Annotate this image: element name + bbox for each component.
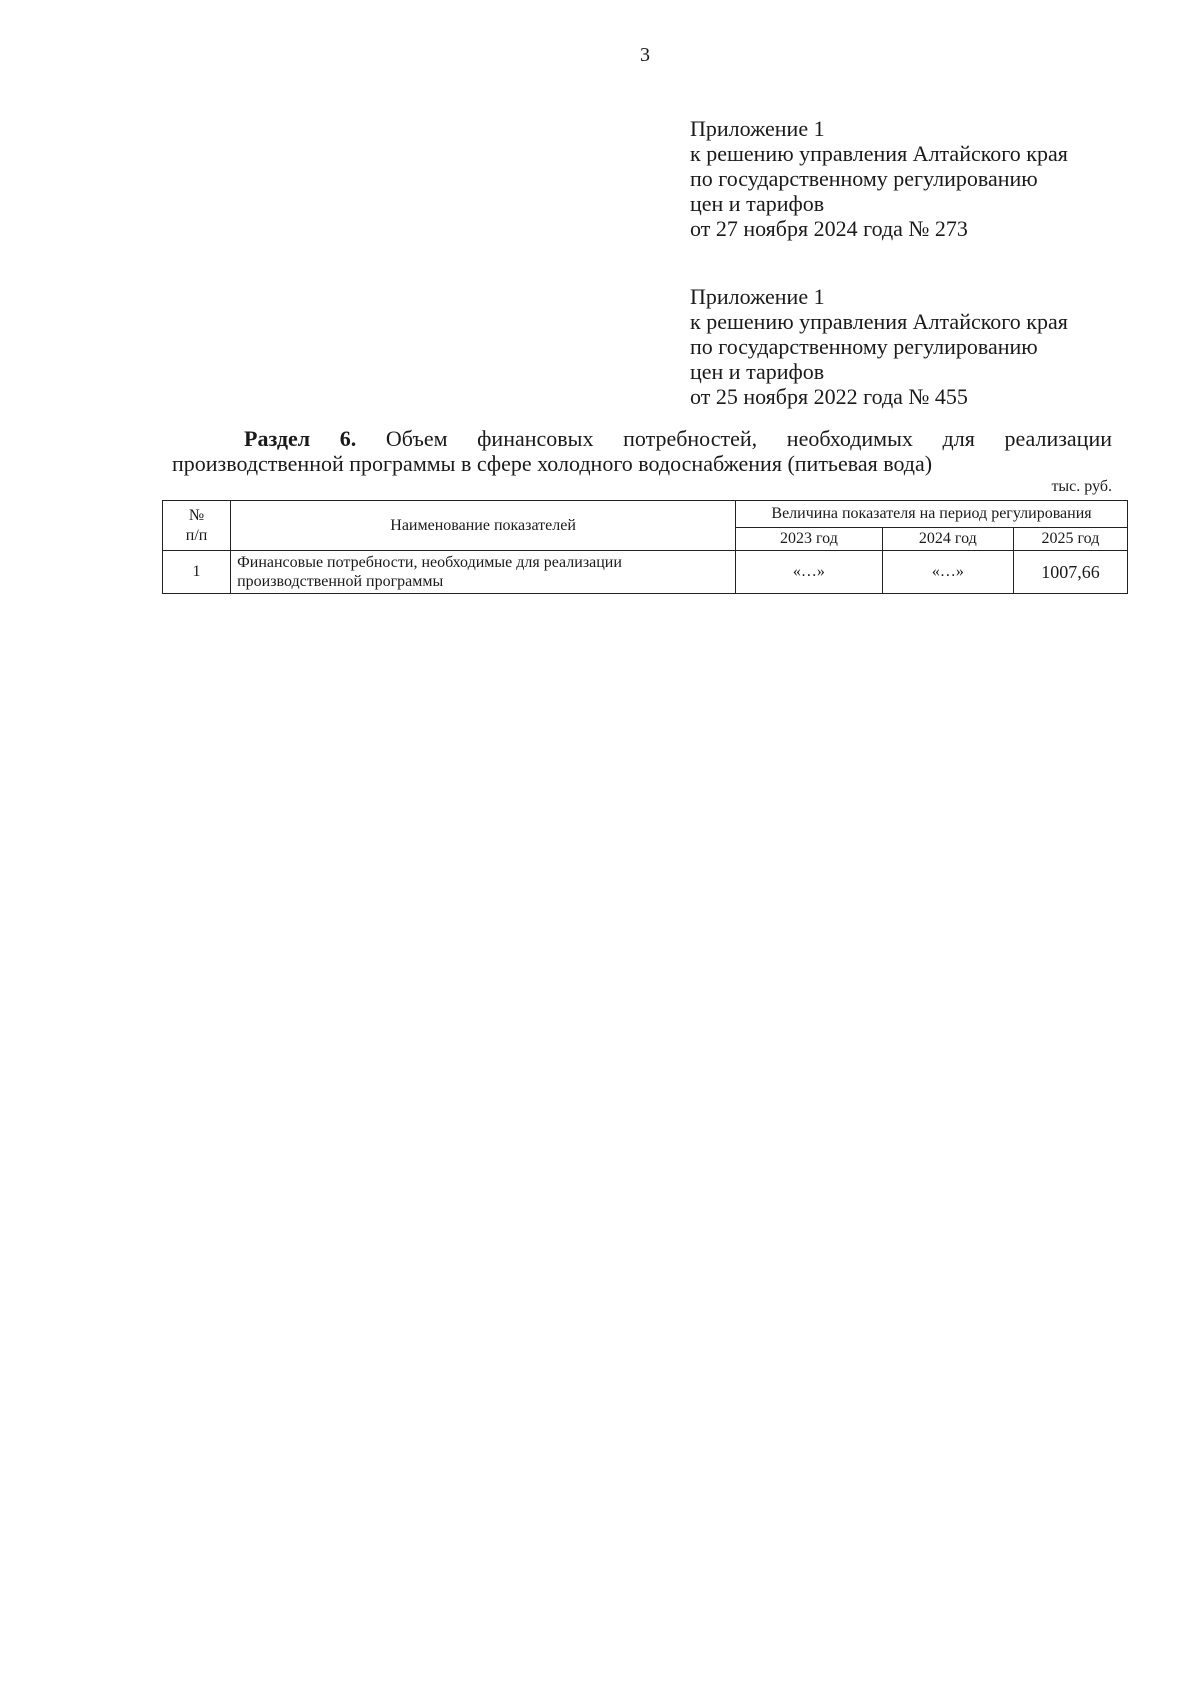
section-heading <box>172 426 1112 476</box>
row-name: Финансовые потребности, необходимые для реализации производственной программы <box>231 551 736 594</box>
header-number <box>163 501 231 551</box>
appendix-line: к решению управления Алтайского края <box>690 141 1068 166</box>
appendix-line: по государственному регулированию <box>690 334 1038 359</box>
appendix-date: от 27 ноября 2024 года № 273 <box>690 216 968 241</box>
section-title-part2: производственной программы в сфере холодного водоснабжения (питьевая вода) <box>172 451 933 476</box>
appendix-title: Приложение 1 <box>690 284 825 309</box>
appendix-block-current <box>690 116 1170 241</box>
appendix-line: цен и тарифов <box>690 359 825 384</box>
row-value-2025: 1007,66 <box>1013 551 1127 594</box>
row-value-2023: «…» <box>736 551 883 594</box>
header-number-line1: № <box>188 506 205 524</box>
row-number: 1 <box>163 551 231 594</box>
indicators-table <box>162 500 1128 594</box>
appendix-title: Приложение 1 <box>690 116 825 141</box>
section-label: Раздел 6. <box>244 426 357 451</box>
table-header-row <box>163 501 1128 528</box>
unit-label: тыс. руб. <box>1051 478 1112 495</box>
header-name: Наименование показателей <box>231 501 736 551</box>
section-title-part1: Объем финансовых потребностей, необходимых для реализации <box>385 426 1112 451</box>
table-row <box>163 551 1128 594</box>
appendix-line: цен и тарифов <box>690 191 825 216</box>
appendix-line: по государственному регулированию <box>690 166 1038 191</box>
header-number-line2: п/п <box>185 526 208 544</box>
appendix-line: к решению управления Алтайского края <box>690 309 1068 334</box>
header-year-2025: 2025 год <box>1013 528 1127 551</box>
appendix-date: от 25 ноября 2022 года № 455 <box>690 384 968 409</box>
row-value-2024: «…» <box>882 551 1013 594</box>
page-number: 3 <box>640 44 650 66</box>
header-period: Величина показателя на период регулирования <box>736 501 1128 528</box>
appendix-block-original <box>690 284 1170 409</box>
header-year-2024: 2024 год <box>882 528 1013 551</box>
header-year-2023: 2023 год <box>736 528 883 551</box>
section-heading-line1 <box>172 426 1112 451</box>
